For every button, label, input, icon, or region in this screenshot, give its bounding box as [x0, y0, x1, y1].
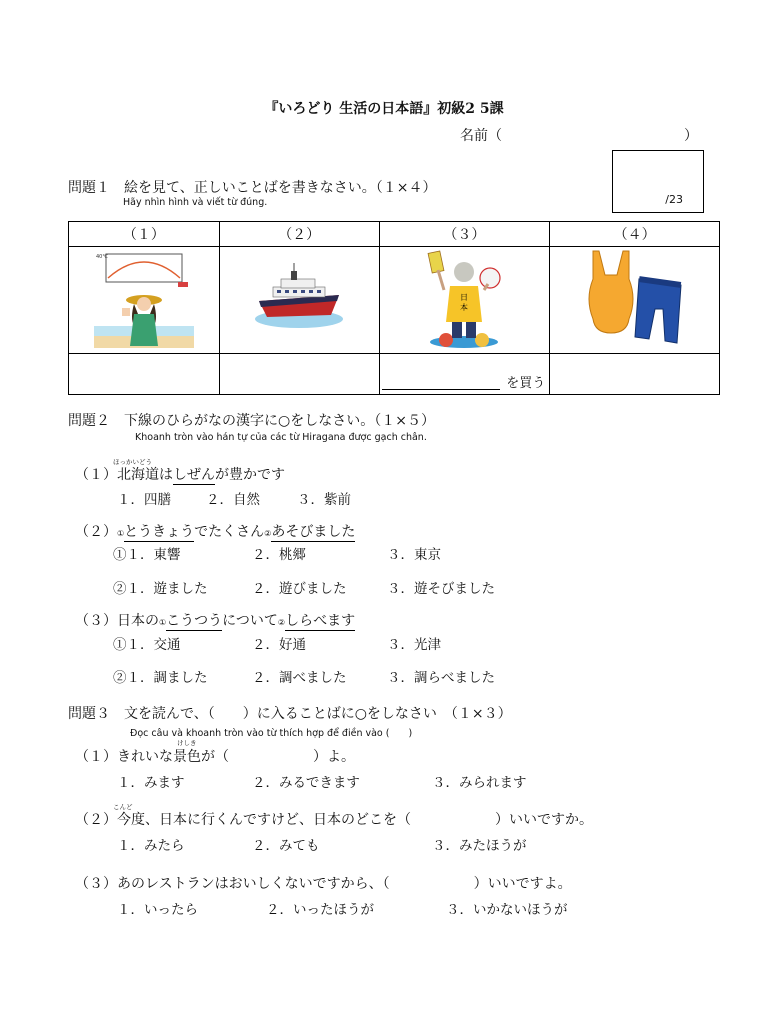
item-number: （１）	[75, 467, 117, 483]
q2-3b-option-2[interactable]: ２．調べました	[252, 670, 347, 686]
summer-heat-illustration	[69, 247, 220, 354]
ruby-keshiki: けしき	[177, 739, 197, 747]
answer-cell-1[interactable]	[69, 354, 220, 395]
q2-3b-option-3[interactable]: ３．調らべました	[387, 670, 495, 686]
answer-blank-line	[382, 389, 500, 390]
page-title: 『いろどり 生活の日本語』初級2 5課	[264, 101, 504, 117]
underlined-koutsuu: こうつう	[166, 613, 223, 629]
score-total: /23	[665, 193, 683, 206]
underlined-asobimashita: あそびました	[271, 524, 356, 540]
item-number: （２）	[75, 812, 117, 828]
underlined-shizen: しぜん	[173, 467, 215, 483]
q3-3-option-2[interactable]: ２．いったほうが	[266, 902, 374, 918]
q3-3-option-1[interactable]: １．いったら	[117, 902, 198, 918]
swimwear-illustration	[550, 247, 720, 354]
q1-heading: 問題１ 絵を見て、正しいことばを書きなさい。（１×４）	[68, 180, 437, 196]
q3-item-2: （２）今度、日本に行くんですけど、日本のどこを（ ）いいですか。	[75, 812, 593, 828]
answer-cell-4[interactable]	[550, 354, 720, 395]
q3-3-option-3[interactable]: ３．いかないほうが	[446, 902, 568, 918]
q2-3a-option-2[interactable]: ２．好通	[252, 637, 306, 653]
q2-2a-option-2[interactable]: ２．桃郷	[252, 547, 306, 563]
underlined-shirabemasu: しらべます	[285, 613, 356, 629]
q3-2-option-1[interactable]: １．みたら	[117, 838, 185, 854]
answer-suffix: を買う	[506, 376, 546, 391]
q2-1-option-1[interactable]: １．四膳	[117, 492, 171, 508]
name-label: 名前（	[460, 128, 502, 144]
q3-2-option-2[interactable]: ２．みても	[252, 838, 320, 854]
column-header-1: （１）	[69, 222, 220, 247]
q2-3b-option-1[interactable]: ②１．調ました	[113, 670, 208, 686]
q2-heading: 問題２ 下線のひらがなの漢字に○をしなさい。（１×５）	[68, 413, 435, 429]
swimsuit-image	[583, 249, 687, 347]
item-number: （２）	[75, 524, 117, 540]
q2-2a-option-1[interactable]: ①１．東響	[113, 547, 181, 563]
q2-subtitle: Khoanh tròn vào hán tự của các từ Hiragana được gạch chân.	[135, 432, 427, 443]
q2-item-3: （３）日本の①こうつうについて②しらべます	[75, 613, 356, 629]
q3-item-3: （３）あのレストランはおいしくないですから、（ ）いいですよ。	[75, 876, 572, 892]
summer-heat-image	[94, 248, 194, 348]
q3-heading: 問題３ 文を読んで、（ ）に入ることばに○をしなさい （１×３）	[68, 706, 512, 722]
souvenir-image	[424, 248, 504, 348]
q2-3a-option-1[interactable]: ①１．交通	[113, 637, 181, 653]
answer-cell-2[interactable]	[219, 354, 379, 395]
column-header-2: （２）	[219, 222, 379, 247]
answer-cell-3[interactable]	[379, 354, 550, 395]
souvenir-man-illustration	[379, 247, 550, 354]
q1-subtitle: Hãy nhìn hình và viết từ đúng.	[123, 197, 268, 208]
name-close-paren: ）	[684, 128, 698, 144]
q2-1-option-2[interactable]: ２．自然	[206, 492, 260, 508]
q3-1-option-2[interactable]: ２．みるできます	[252, 775, 360, 791]
q3-subtitle: Đọc câu và khoanh tròn vào từ thích hợp để điền vào ( )	[130, 728, 413, 739]
svg-text:日: 日	[460, 293, 469, 302]
item-number: （１）	[75, 749, 117, 765]
q2-3a-option-3[interactable]: ３．光津	[387, 637, 441, 653]
word-hokkaido: 北海道	[117, 467, 159, 483]
cruise-ship-illustration	[219, 247, 379, 354]
column-header-3: （３）	[379, 222, 550, 247]
underlined-toukyou: とうきょう	[124, 524, 195, 540]
q2-item-1: （１）北海道はしぜんが豊かです	[75, 467, 285, 483]
q2-2b-option-1[interactable]: ②１．遊ました	[113, 581, 208, 597]
ruby-hokkaido: ほっかいどう	[113, 458, 152, 466]
svg-text:本: 本	[460, 303, 469, 312]
q2-1-option-3[interactable]: ３．紫前	[297, 492, 351, 508]
item-number: （３）	[75, 876, 117, 892]
score-box	[612, 150, 704, 213]
ship-image	[251, 263, 347, 333]
svg-text:40℃: 40℃	[95, 254, 108, 260]
q2-2a-option-3[interactable]: ３．東京	[387, 547, 441, 563]
q2-2b-option-3[interactable]: ３．遊そびました	[387, 581, 495, 597]
item-number: （３）	[75, 613, 117, 629]
q3-1-option-3[interactable]: ３．みられます	[432, 775, 527, 791]
q2-item-2: （２）①とうきょうでたくさん②あそびました	[75, 524, 356, 540]
q3-2-option-3[interactable]: ３．みたほうが	[432, 838, 527, 854]
picture-table	[68, 221, 720, 395]
ruby-kondo: こんど	[113, 803, 133, 811]
q3-1-option-1[interactable]: １．みます	[117, 775, 185, 791]
q2-2b-option-2[interactable]: ２．遊びました	[252, 581, 347, 597]
column-header-4: （４）	[550, 222, 720, 247]
q3-item-1: （１）きれいな景色が（ ）よ。	[75, 749, 355, 765]
